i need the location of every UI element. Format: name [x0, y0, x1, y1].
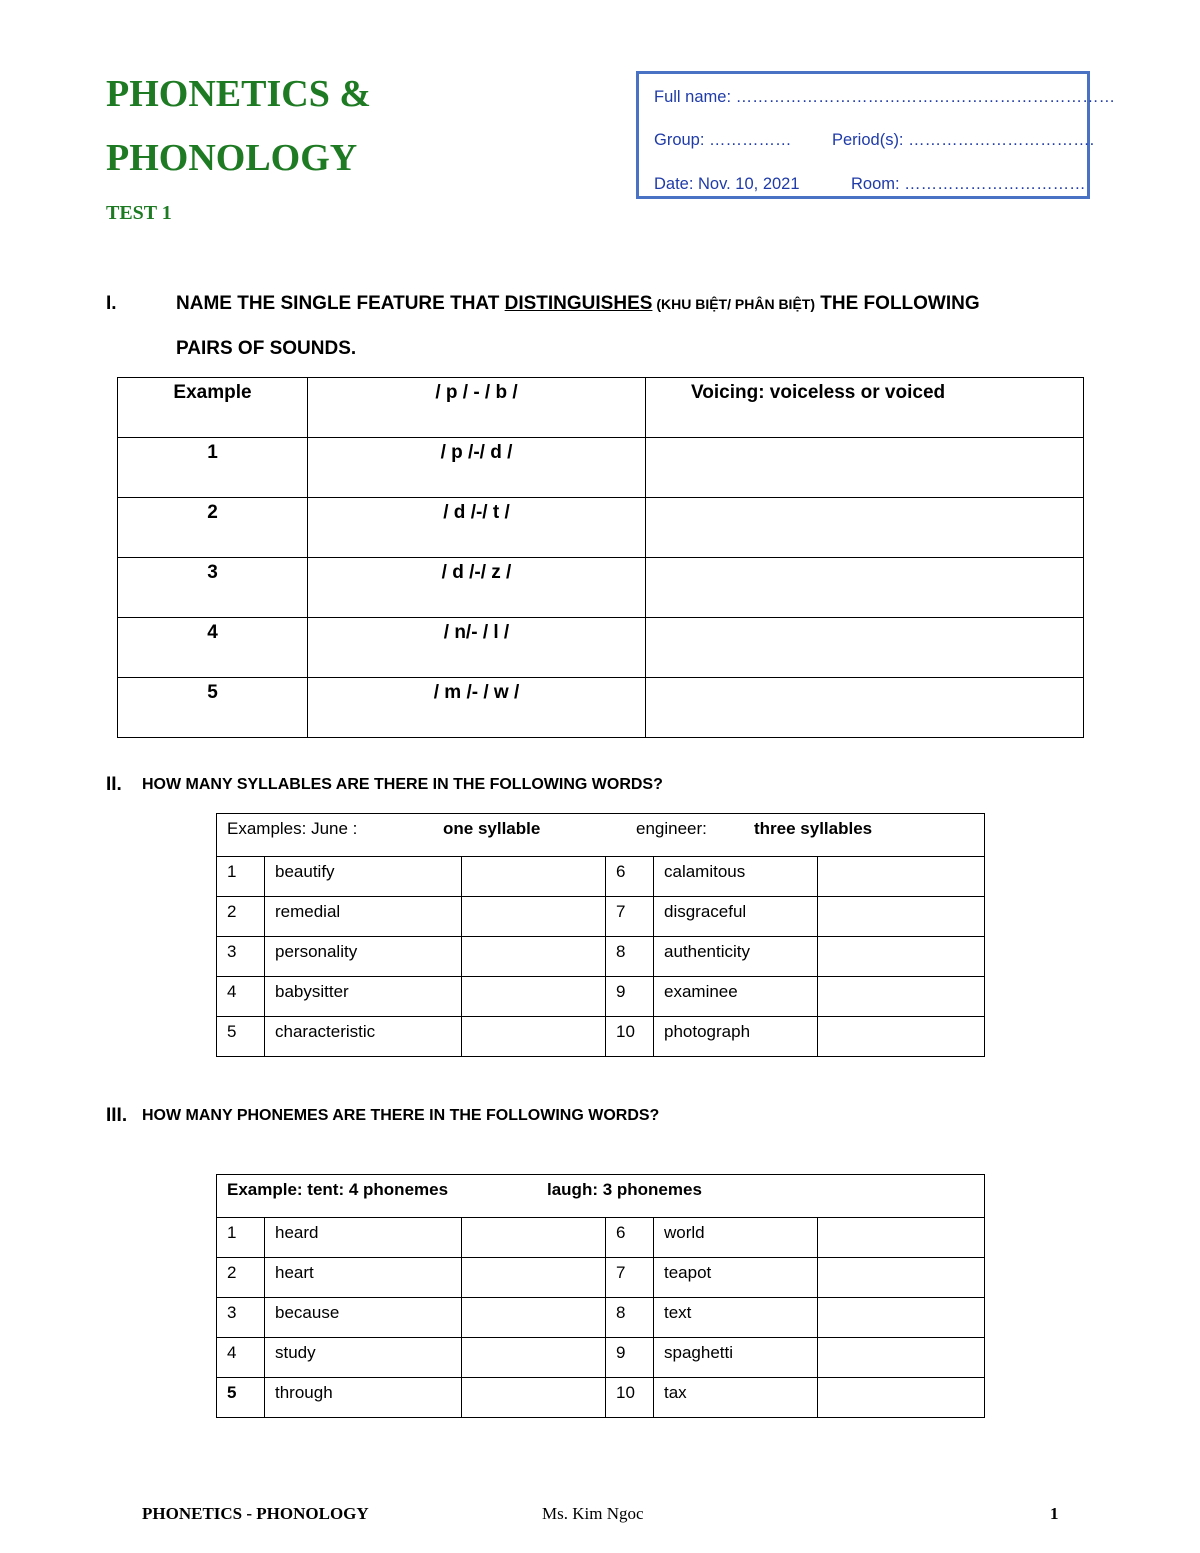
- periods-field[interactable]: Period(s): …………………………….: [832, 131, 1095, 149]
- heading-vietnamese: (KHU BIỆT/ PHÂN BIỆT): [652, 296, 815, 312]
- section-1-number: I.: [106, 293, 117, 314]
- answer-cell[interactable]: [462, 937, 606, 977]
- row-number: 2: [118, 498, 308, 558]
- table-row: [217, 897, 985, 937]
- table-row: [217, 1338, 985, 1378]
- table-row: [217, 857, 985, 897]
- word: remedial: [265, 897, 462, 937]
- table-row: [118, 498, 1084, 558]
- heading-part-end: THE FOLLOWING: [815, 293, 980, 314]
- word: world: [654, 1218, 818, 1258]
- table-row: [217, 977, 985, 1017]
- table-row: [118, 678, 1084, 738]
- answer-cell[interactable]: [818, 857, 985, 897]
- item-number: 8: [606, 937, 654, 977]
- group-field[interactable]: Group: ……………: [654, 131, 792, 149]
- answer-cell[interactable]: [462, 1378, 606, 1418]
- sound-pair: / p /-/ d /: [308, 438, 646, 498]
- title-line-1: PHONETICS &: [106, 73, 371, 115]
- answer-cell[interactable]: [646, 498, 1084, 558]
- item-number: 1: [217, 857, 265, 897]
- sound-pair: / d /-/ z /: [308, 558, 646, 618]
- table-row: [217, 1017, 985, 1057]
- test-label: TEST 1: [106, 202, 172, 224]
- answer-cell[interactable]: [646, 438, 1084, 498]
- table-row: [118, 378, 1084, 438]
- table-row: [217, 937, 985, 977]
- example-b: three syllables: [754, 819, 873, 838]
- heading-part: NAME THE SINGLE FEATURE THAT: [176, 293, 505, 314]
- section-2-number: II.: [106, 774, 122, 795]
- word: calamitous: [654, 857, 818, 897]
- item-number: 6: [606, 1218, 654, 1258]
- section-2-heading-text: HOW MANY SYLLABLES ARE THERE IN THE FOLLOWING WORDS?: [142, 776, 663, 793]
- answer-cell[interactable]: [462, 1338, 606, 1378]
- answer-cell[interactable]: [818, 937, 985, 977]
- item-number: 5: [217, 1017, 265, 1057]
- example-a: one syllable: [443, 819, 541, 838]
- item-number: 5: [217, 1378, 265, 1418]
- item-number: 4: [217, 977, 265, 1017]
- item-number: 9: [606, 977, 654, 1017]
- word: personality: [265, 937, 462, 977]
- section-3-heading-text: HOW MANY PHONEMES ARE THERE IN THE FOLLOWING WORDS?: [142, 1107, 660, 1124]
- footer-course: PHONETICS - PHONOLOGY: [142, 1504, 369, 1523]
- example-b: laugh: 3 phonemes: [547, 1180, 702, 1199]
- word: disgraceful: [654, 897, 818, 937]
- answer-cell[interactable]: [818, 1338, 985, 1378]
- answer-cell[interactable]: [646, 618, 1084, 678]
- example-b-label: engineer:: [636, 819, 707, 838]
- row-number: 1: [118, 438, 308, 498]
- table-row: [217, 1175, 985, 1218]
- item-number: 2: [217, 1258, 265, 1298]
- answer-cell[interactable]: [646, 558, 1084, 618]
- student-info-box: [636, 71, 1116, 199]
- sound-pair: / d /-/ t /: [308, 498, 646, 558]
- sound-pair: / m /- / w /: [308, 678, 646, 738]
- answer-cell[interactable]: [818, 1298, 985, 1338]
- item-number: 7: [606, 1258, 654, 1298]
- table-row: [118, 438, 1084, 498]
- word: examinee: [654, 977, 818, 1017]
- word: characteristic: [265, 1017, 462, 1057]
- example-row: [217, 814, 985, 857]
- word: babysitter: [265, 977, 462, 1017]
- answer-cell[interactable]: [462, 977, 606, 1017]
- word: heard: [265, 1218, 462, 1258]
- word: through: [265, 1378, 462, 1418]
- answer-cell[interactable]: [462, 1017, 606, 1057]
- word: beautify: [265, 857, 462, 897]
- answer-cell[interactable]: [818, 897, 985, 937]
- word: spaghetti: [654, 1338, 818, 1378]
- item-number: 7: [606, 897, 654, 937]
- row-number: 3: [118, 558, 308, 618]
- example-answer: Voicing: voiceless or voiced: [646, 378, 1084, 438]
- item-number: 3: [217, 1298, 265, 1338]
- phonemes-table: [216, 1174, 985, 1418]
- answer-cell[interactable]: [818, 977, 985, 1017]
- word: heart: [265, 1258, 462, 1298]
- word: tax: [654, 1378, 818, 1418]
- sound-pairs-table: [117, 377, 1084, 738]
- word: photograph: [654, 1017, 818, 1057]
- word: study: [265, 1338, 462, 1378]
- table-row: [118, 558, 1084, 618]
- word: because: [265, 1298, 462, 1338]
- row-number: 4: [118, 618, 308, 678]
- table-row: [217, 1378, 985, 1418]
- example-a: Example: tent: 4 phonemes: [227, 1180, 449, 1199]
- answer-cell[interactable]: [462, 1298, 606, 1338]
- answer-cell[interactable]: [818, 1378, 985, 1418]
- section-1-heading-line-1: [176, 293, 980, 315]
- answer-cell[interactable]: [818, 1017, 985, 1057]
- full-name-field[interactable]: Full name: ……………………………………………………………: [654, 88, 1116, 106]
- footer-teacher: Ms. Kim Ngoc: [542, 1504, 644, 1523]
- example-row: [217, 1175, 985, 1218]
- table-row: [217, 814, 985, 857]
- section-1-heading-line-2: PAIRS OF SOUNDS.: [176, 338, 357, 359]
- row-number: 5: [118, 678, 308, 738]
- answer-cell[interactable]: [818, 1258, 985, 1298]
- word: text: [654, 1298, 818, 1338]
- example-prefix: Examples: June :: [227, 819, 358, 838]
- item-number: 6: [606, 857, 654, 897]
- word: teapot: [654, 1258, 818, 1298]
- answer-cell[interactable]: [818, 1218, 985, 1258]
- answer-cell[interactable]: [462, 897, 606, 937]
- item-number: 4: [217, 1338, 265, 1378]
- answer-cell[interactable]: [462, 1218, 606, 1258]
- item-number: 10: [606, 1017, 654, 1057]
- table-row: [217, 1298, 985, 1338]
- answer-cell[interactable]: [462, 1258, 606, 1298]
- item-number: 2: [217, 897, 265, 937]
- item-number: 10: [606, 1378, 654, 1418]
- answer-cell[interactable]: [462, 857, 606, 897]
- item-number: 1: [217, 1218, 265, 1258]
- room-field[interactable]: Room: ……………………………: [851, 175, 1086, 193]
- example-label: Example: [118, 378, 308, 438]
- sound-pair: / n/- / l /: [308, 618, 646, 678]
- item-number: 8: [606, 1298, 654, 1338]
- answer-cell[interactable]: [646, 678, 1084, 738]
- word: authenticity: [654, 937, 818, 977]
- section-3-number: III.: [106, 1105, 128, 1126]
- table-row: [217, 1258, 985, 1298]
- table-row: [118, 618, 1084, 678]
- example-pair: / p / - / b /: [308, 378, 646, 438]
- item-number: 9: [606, 1338, 654, 1378]
- date-label: Date: Nov. 10, 2021: [654, 175, 800, 193]
- heading-underlined: DISTINGUISHES: [504, 293, 653, 314]
- item-number: 3: [217, 937, 265, 977]
- footer-page-number: 1: [1050, 1504, 1059, 1523]
- syllables-table: [216, 813, 985, 1057]
- title-line-2: PHONOLOGY: [106, 137, 358, 179]
- table-row: [217, 1218, 985, 1258]
